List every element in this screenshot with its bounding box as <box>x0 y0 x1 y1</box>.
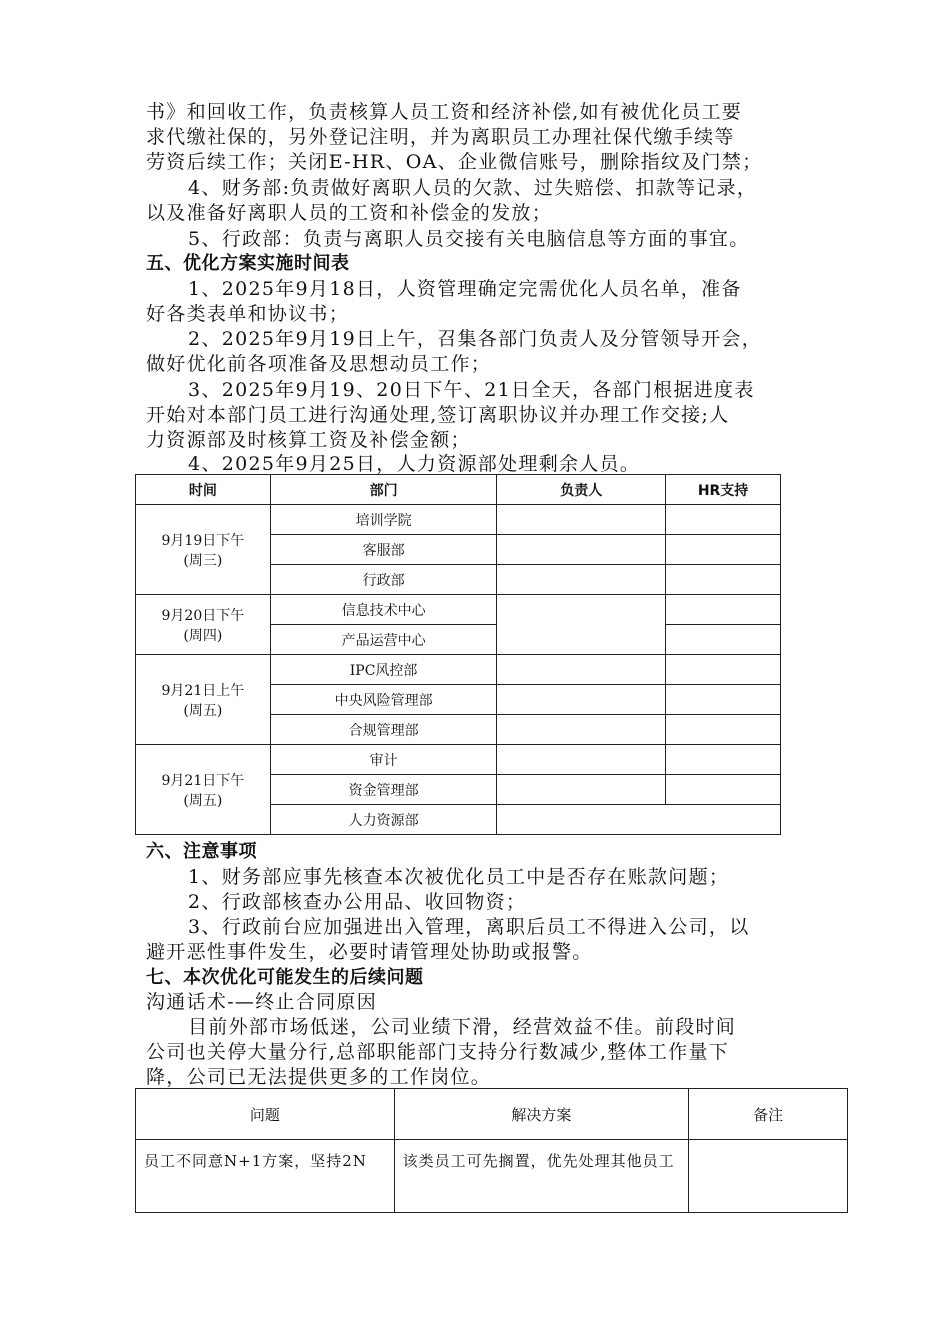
dept-cell: 人力资源部 <box>270 805 497 835</box>
schedule-item-3-cont: 开始对本部门员工进行沟通处理,签订离职协议并办理工作交接;人 <box>146 404 730 426</box>
owner-cell <box>497 505 666 535</box>
admin-item-line: 5、行政部：负责与离职人员交接有关电脑信息等方面的事宜。 <box>188 228 750 250</box>
schedule-item-2-cont: 做好优化前各项准备及思想动员工作； <box>146 353 492 375</box>
hr-cell <box>666 625 781 655</box>
col-header-dept: 部门 <box>270 475 497 505</box>
owner-cell <box>497 595 666 655</box>
hr-cell <box>666 775 781 805</box>
schedule-item-4: 4、2025年9月25日，人力资源部处理剩余人员。 <box>188 453 641 475</box>
dept-cell: 审计 <box>270 745 497 775</box>
owner-cell <box>497 775 666 805</box>
solution-cell: 该类员工可先搁置，优先处理其他员工 <box>394 1140 689 1213</box>
col-header-time: 时间 <box>136 475 271 505</box>
dept-cell: 行政部 <box>270 565 497 595</box>
dept-cell: 信息技术中心 <box>270 595 497 625</box>
schedule-item-1-cont: 好各类表单和协议书； <box>146 303 350 325</box>
owner-cell <box>497 565 666 595</box>
schedule-item-3: 3、2025年9月19、20日下午、21日全天，各部门根据进度表 <box>188 379 755 401</box>
note-cell <box>689 1140 848 1213</box>
time-cell: 9月19日下午 (周三) <box>136 505 271 595</box>
body-text-line: 求代缴社保的，另外登记注明，并为离职员工办理社保代缴手续等 <box>146 126 735 148</box>
problem-cell: 员工不同意N+1方案，坚持2N <box>136 1140 395 1213</box>
hr-cell <box>666 715 781 745</box>
time-cell: 9月21日下午 (周五) <box>136 745 271 835</box>
section-7-subtitle: 沟通话术-—终止合同原因 <box>146 991 378 1013</box>
notice-item-3: 3、行政前台应加强进出入管理，离职后员工不得进入公司，以 <box>188 916 750 938</box>
section-5-heading: 五、优化方案实施时间表 <box>146 253 350 274</box>
col-header-problem: 问题 <box>136 1089 395 1140</box>
hr-cell <box>666 655 781 685</box>
schedule-item-2: 2、2025年9月19日上午，召集各部门负责人及分管领导开会， <box>188 328 763 350</box>
finance-item-line: 4、财务部:负责做好离职人员的欠款、过失赔偿、扣款等记录， <box>188 177 758 199</box>
owner-cell <box>497 745 666 775</box>
schedule-item-1: 1、2025年9月18日，人资管理确定完需优化人员名单，准备 <box>188 278 742 300</box>
section-7-paragraph: 降，公司已无法提供更多的工作岗位。 <box>146 1066 492 1088</box>
time-cell: 9月21日上午 (周五) <box>136 655 271 745</box>
col-header-note: 备注 <box>689 1089 848 1140</box>
dept-cell: 中央风险管理部 <box>270 685 497 715</box>
dept-cell: 产品运营中心 <box>270 625 497 655</box>
schedule-table <box>135 474 781 835</box>
col-header-hr: HR支持 <box>666 475 781 505</box>
finance-item-line: 以及准备好离职人员的工资和补偿金的发放； <box>146 202 553 224</box>
hr-cell <box>666 505 781 535</box>
dept-cell: 培训学院 <box>270 505 497 535</box>
hr-cell <box>666 565 781 595</box>
dept-cell: 资金管理部 <box>270 775 497 805</box>
dept-cell: 客服部 <box>270 535 497 565</box>
owner-hr-merged-cell <box>497 805 781 835</box>
hr-cell <box>666 745 781 775</box>
notice-item-3-cont: 避开恶性事件发生，必要时请管理处协助或报警。 <box>146 941 593 963</box>
body-text-line: 劳资后续工作；关闭E-HR、OA、企业微信账号，删除指纹及门禁； <box>146 151 763 173</box>
hr-cell <box>666 535 781 565</box>
body-text-line: 书》和回收工作，负责核算人员工资和经济补偿,如有被优化员工要 <box>146 101 743 123</box>
time-cell: 9月20日下午 (周四) <box>136 595 271 655</box>
notice-item-1: 1、财务部应事先核查本次被优化员工中是否存在账款问题； <box>188 866 730 888</box>
section-6-heading: 六、注意事项 <box>146 841 257 862</box>
schedule-item-3-cont: 力资源部及时核算工资及补偿金额； <box>146 429 471 451</box>
issues-table <box>135 1088 848 1213</box>
hr-cell <box>666 685 781 715</box>
section-7-heading: 七、本次优化可能发生的后续问题 <box>146 967 424 988</box>
owner-cell <box>497 685 666 715</box>
col-header-solution: 解决方案 <box>394 1089 689 1140</box>
col-header-owner: 负责人 <box>497 475 666 505</box>
hr-cell <box>666 595 781 625</box>
owner-cell <box>497 655 666 685</box>
table-row <box>136 1140 848 1213</box>
section-7-paragraph: 公司也关停大量分行,总部职能部门支持分行数减少,整体工作量下 <box>146 1041 730 1063</box>
dept-cell: IPC风控部 <box>270 655 497 685</box>
owner-cell <box>497 715 666 745</box>
dept-cell: 合规管理部 <box>270 715 497 745</box>
owner-cell <box>497 535 666 565</box>
section-7-paragraph: 目前外部市场低迷，公司业绩下滑，经营效益不佳。前段时间 <box>188 1016 737 1038</box>
notice-item-2: 2、行政部核查办公用品、收回物资； <box>188 891 527 913</box>
